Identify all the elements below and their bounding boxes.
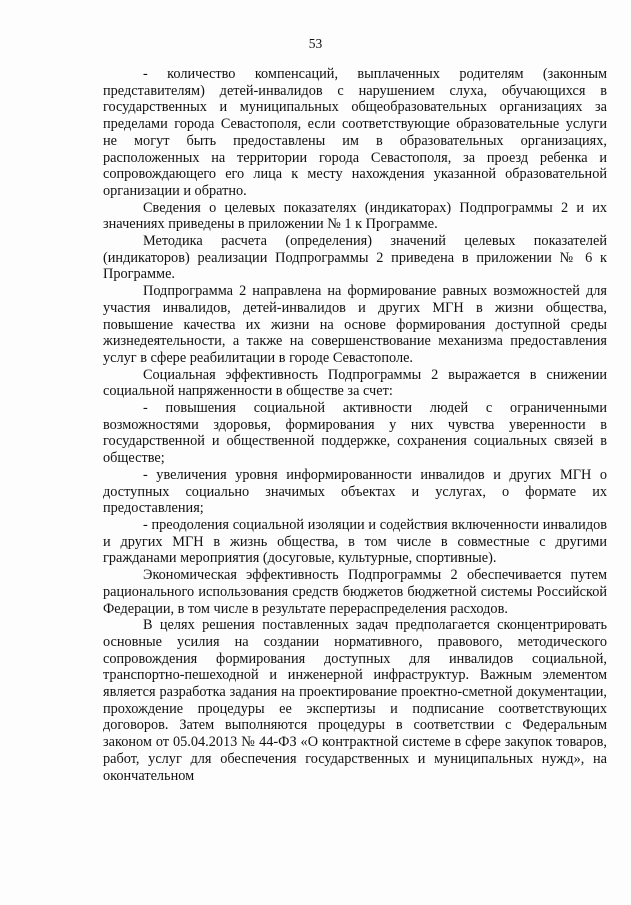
paragraph-social-effectiveness: Социальная эффективность Подпрограммы 2 выражается в снижении социальной напряженности в обществе за счет: xyxy=(103,366,607,400)
page-number: 53 xyxy=(308,36,323,51)
page-body xyxy=(103,66,607,784)
paragraph-target-indicators: Сведения о целевых показателях (индикаторах) Подпрограммы 2 и их значениях приведены в приложении № 1 к Программе. xyxy=(103,199,607,233)
paragraph-implementation-steps: В целях решения поставленных задач предполагается сконцентрировать основные усилия на создании нормативного, правового, методического сопровождения формирования доступных для инвалидов социальной, транспортно-пешеходной и инженерной инфраструктур. Важным элементом является разработка задания на проектирование проектно-сметной документации, прохождение процедуры ее экспертизы и подписание соответствующих договоров. Затем выполняются процедуры в соответствии с Федеральным законом от 05.04.2013 № 44-ФЗ «О контрактной системе в сфере закупок товаров, работ, услуг для обеспечения государственных и муниципальных нужд», на окончательном xyxy=(103,617,607,784)
list-item-awareness: - увеличения уровня информированности инвалидов и других МГН о доступных социально значимых объектах и услугах, о формате их предоставления; xyxy=(103,466,607,517)
list-item-social-isolation: - преодоления социальной изоляции и содействия включенности инвалидов и других МГН в жизнь общества, в том числе в совместные с другими гражданами мероприятия (досуговые, культурные, спортивные). xyxy=(103,516,607,567)
list-item-social-activity: - повышения социальной активности людей с ограниченными возможностями здоровья, формирования у них чувства уверенности в государственной и общественной поддержке, сохранения социальных связей в обществе; xyxy=(103,400,607,467)
paragraph-calculation-method: Методика расчета (определения) значений целевых показателей (индикаторов) реализации Подпрограммы 2 приведена в приложении № 6 к Программе. xyxy=(103,233,607,283)
paragraph-economic-effectiveness: Экономическая эффективность Подпрограммы 2 обеспечивается путем рационального использования средств бюджетов бюджетной системы Российской Федерации, в том числе в результате перераспределения расходов. xyxy=(103,567,607,617)
paragraph-subprogram-purpose: Подпрограмма 2 направлена на формирование равных возможностей для участия инвалидов, детей-инвалидов и других МГН в жизни общества, повышение качества их жизни на основе формирования доступной среды жизнедеятельности, а также на совершенствование механизма предоставления услуг в сфере реабилитации в городе Севастополе. xyxy=(103,283,607,366)
paragraph-compensation-count: - количество компенсаций, выплаченных родителям (законным представителям) детей-инвалидов с нарушением слуха, обучающихся в государственных и муниципальных общеобразовательных организациях за пределами города Севастополя, если соответствующие образовательные услуги не могут быть предоставлены им в образовательных организациях, расположенных на территории города Севастополя, за проезд ребенка и сопровождающего его лица к месту нахождения указанной образовательной организации и обратно. xyxy=(103,66,607,199)
